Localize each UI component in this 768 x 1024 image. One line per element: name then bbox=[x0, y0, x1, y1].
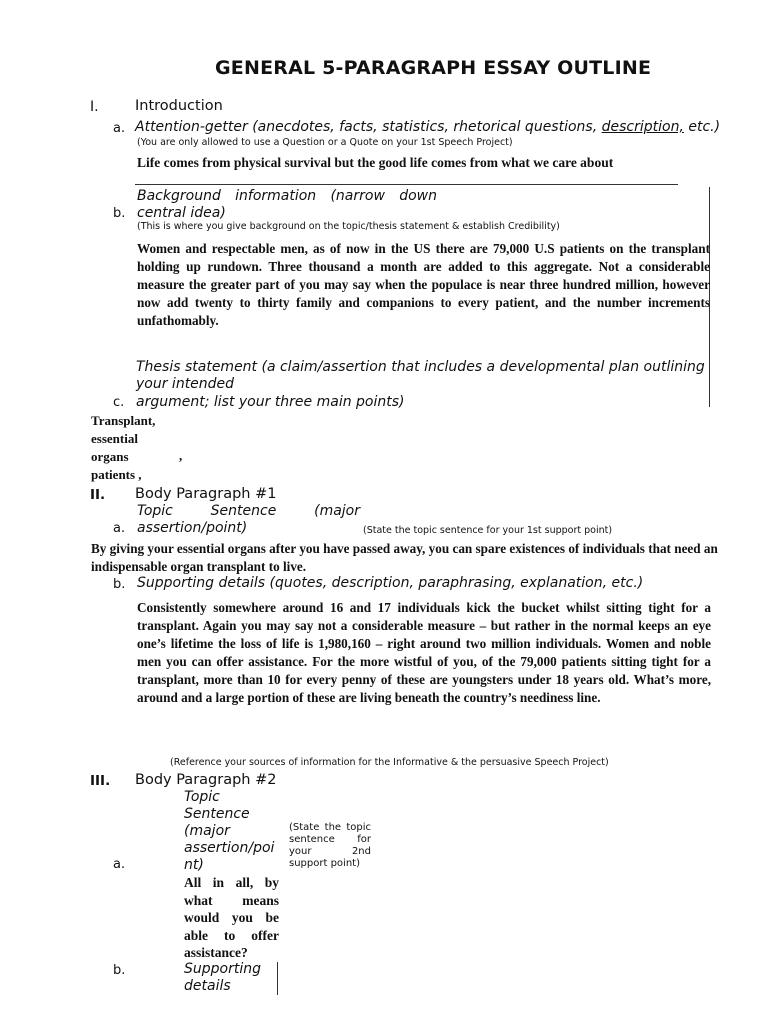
thesis-point-3: organs bbox=[91, 449, 129, 464]
topic-sentence-2-prompt-line3: (major bbox=[184, 823, 230, 839]
topic-sentence-2-note-line4: support point) bbox=[289, 858, 360, 869]
thesis-point-2: essential bbox=[91, 431, 138, 446]
column-rule bbox=[277, 962, 278, 995]
attention-getter-prompt-underlined: description, bbox=[601, 119, 684, 135]
section-heading-intro: Introduction bbox=[135, 98, 223, 114]
thesis-prompt-line2: argument; list your three main points) bbox=[136, 394, 405, 410]
attention-getter-answer: Life comes from physical survival but the good life comes from what we care about bbox=[137, 155, 614, 170]
thesis-prompt-line1: Thesis statement (a claim/assertion that includes a developmental plan outlining your intended bbox=[136, 359, 705, 392]
topic-sentence-2-prompt-line1: Topic bbox=[184, 789, 220, 805]
section-numeral-body1: II. bbox=[90, 487, 106, 503]
attention-getter-note: (You are only allowed to use a Question or a Quote on your 1st Speech Project) bbox=[137, 137, 513, 148]
topic-sentence-2-prompt-line5: nt) bbox=[184, 857, 204, 873]
section-heading-body2: Body Paragraph #2 bbox=[135, 772, 277, 788]
reference-note: (Reference your sources of information for the Informative & the persuasive Speech Project) bbox=[170, 757, 609, 768]
supporting-details-answer: Consistently somewhere around 16 and 17 individuals kick the bucket whilst sitting tight for a transplant. Again you may say not a considerable measure – but rather in the normal keeps an eye one’s lifetime the loss of life is 1,980,160 – right around two million individuals. Women and noble men you can offer assistance. For the more wistful of you, of the 79,000 patients sitting tight for a transplant, more than 10 for every penny of these are youngsters under 18 years old. What’s more, around and a large portion of these are living beneath the country’s neediness line. bbox=[137, 600, 711, 705]
topic-sentence-note: (State the topic sentence for your 1st support point) bbox=[363, 525, 613, 536]
topic-sentence-2-prompt bbox=[184, 789, 284, 874]
supporting-details-prompt: Supporting details (quotes, description, paraphrasing, explanation, etc.) bbox=[137, 575, 644, 591]
topic-sentence-2-note bbox=[289, 822, 371, 870]
document-title: GENERAL 5-PARAGRAPH ESSAY OUTLINE bbox=[215, 57, 652, 79]
section-numeral-body2: III. bbox=[90, 773, 111, 789]
item-marker-intro-a: a. bbox=[113, 121, 126, 136]
thesis-point-1: Transplant, bbox=[91, 413, 156, 428]
section-heading-body1: Body Paragraph #1 bbox=[135, 486, 277, 502]
topic-sentence-2-note-line3: your 2nd bbox=[289, 846, 371, 857]
background-info-answer: Women and respectable men, as of now in the US there are 79,000 U.S patients on the transplant holding up rundown. Three thousand a month are added to this aggregate. Not a considerable measure the greater part of you may say when the populace is near three hundred million, however now add twenty to thirty family and companions to every patient, and the number increments unfathomably. bbox=[137, 241, 710, 328]
item-marker-body2-a: a. bbox=[113, 857, 126, 872]
topic-sentence-answer: By giving your essential organs after you have passed away, you can spare existences of individuals that need an indispensable organ transplant to live. bbox=[91, 541, 718, 574]
topic-sentence-2-note-line1: (State the topic bbox=[289, 822, 371, 833]
background-info-prompt-line2: central idea) bbox=[137, 205, 226, 221]
item-marker-body2-b: b. bbox=[113, 963, 126, 978]
background-info-note: (This is where you give background on the topic/thesis statement & establish Credibility) bbox=[137, 221, 560, 232]
attention-getter-prompt bbox=[135, 119, 720, 136]
item-marker-body1-b: b. bbox=[113, 577, 126, 592]
item-marker-body1-a: a. bbox=[113, 521, 126, 536]
supporting-details-2-prompt-line2: details bbox=[184, 978, 231, 994]
background-info-prompt-line1: Background information (narrow down bbox=[137, 188, 437, 204]
section-numeral-intro: I. bbox=[90, 99, 99, 115]
topic-sentence-prompt-line1: Topic Sentence (major bbox=[137, 503, 360, 519]
topic-sentence-2-prompt-line4: assertion/poi bbox=[184, 840, 275, 856]
topic-sentence-2-prompt-line2: Sentence bbox=[184, 806, 250, 822]
attention-getter-prompt-end: etc.) bbox=[683, 119, 721, 135]
topic-sentence-2-answer: All in all, by what means would you be able to offer assistance? bbox=[184, 875, 279, 960]
thesis-points-separator: , bbox=[179, 448, 183, 463]
item-marker-intro-c: c. bbox=[113, 395, 125, 410]
divider-line bbox=[135, 184, 678, 185]
topic-sentence-2-note-line2: sentence for bbox=[289, 834, 371, 845]
supporting-details-2-prompt bbox=[184, 961, 261, 995]
thesis-point-4: patients , bbox=[91, 467, 142, 482]
supporting-details-2-prompt-line1: Supporting bbox=[184, 961, 261, 977]
topic-sentence-prompt-line2: assertion/point) bbox=[137, 520, 248, 536]
thesis-points bbox=[91, 412, 155, 484]
item-marker-intro-b: b. bbox=[113, 206, 126, 221]
attention-getter-prompt-text: Attention-getter (anecdotes, facts, statistics, rhetorical questions, bbox=[135, 119, 602, 135]
